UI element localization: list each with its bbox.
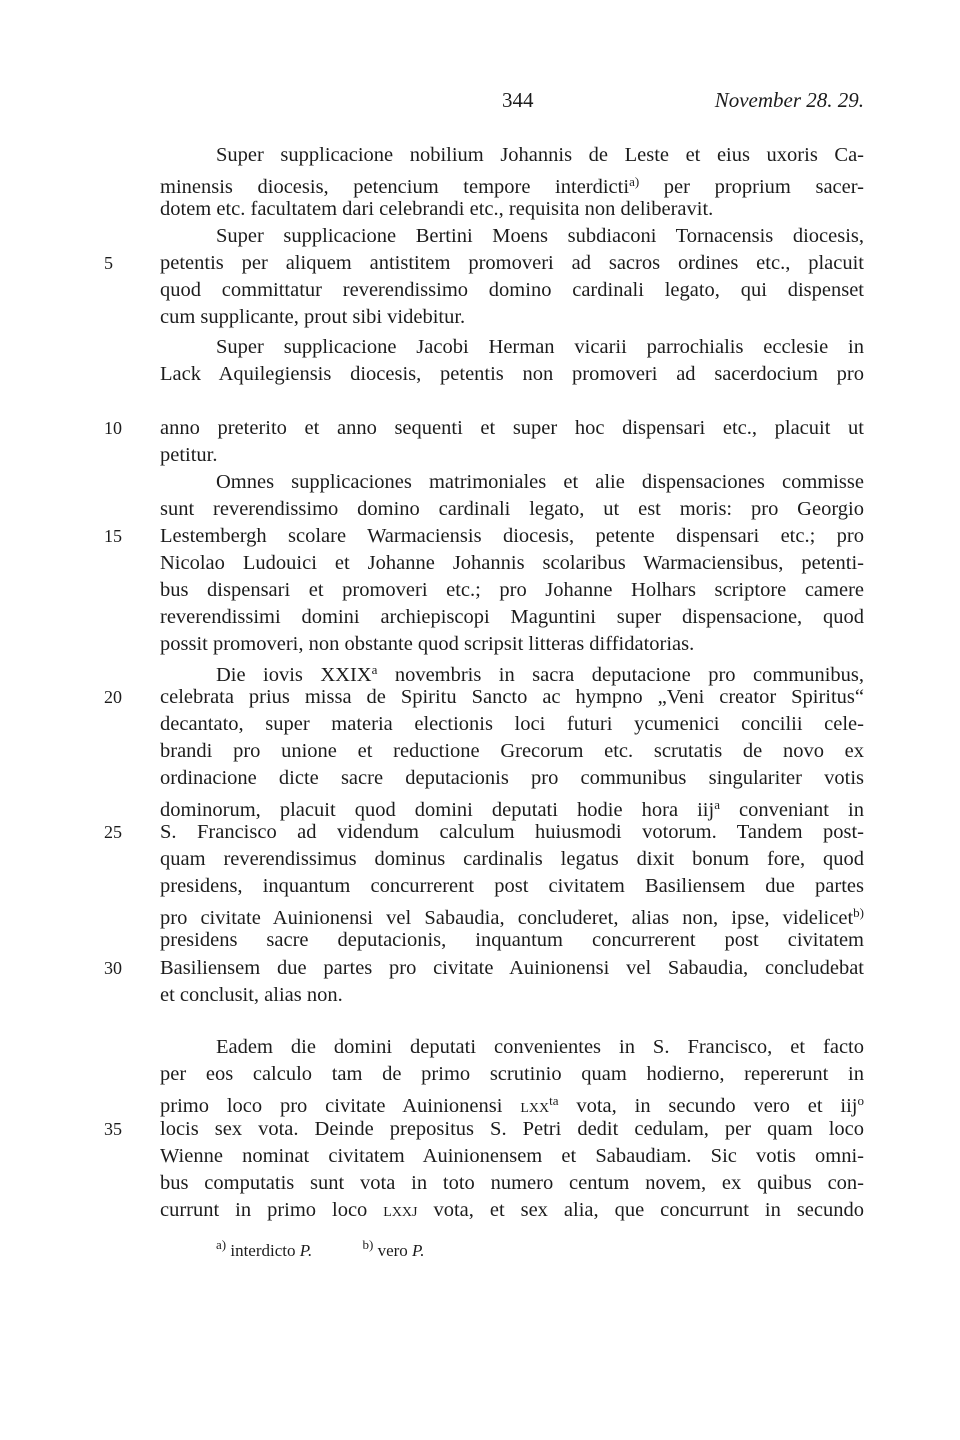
text-line: currunt in primo loco lxxj vota, et sex alia, que concurrunt in secundo [160,1199,864,1221]
line-number: 30 [104,958,122,978]
text-line: per eos calculo tam de primo scrutinio quam hodierno, repererunt in [160,1063,864,1085]
text-line: Lack Aquilegiensis diocesis, petentis non promoveri ad sacerdocium pro [160,363,864,385]
text-line: cum supplicante, prout sibi videbitur. [160,306,466,328]
footnotes [216,1232,616,1258]
text-line: Super supplicacione nobilium Johannis de Leste et eius uxoris Ca- [216,144,864,166]
text-line: dotem etc. facultatem dari celebrandi etc., requisita non deliberavit. [160,198,714,220]
footnote-marker: a) [629,174,640,189]
text-line: petentis per aliquem antistitem promoveri ad sacros ordines etc., placuit [160,252,864,274]
text-line: ordinacione dicte sacre deputacionis pro communibus singulariter votis [160,767,864,789]
text-line: presidens, inquantum concurrerent post civitatem Basiliensem due partes [160,875,864,897]
text-line: primo loco pro civitate Auinionensi lxx$^{ta}$ vota, in secundo vero et iij$^o$ [160,1093,864,1117]
text-line: possit promoveri, non obstante quod scripsit litteras diffidatorias. [160,633,695,655]
text-line: dominorum, placuit quod domini deputati hodie hora iij$^a$ conveniant in [160,797,864,821]
text-line: Die iovis XXIX$^a$ novembris in sacra deputacione pro communibus, [216,662,864,686]
text-line: Wienne nominat civitatem Auinionensem et Sabaudiam. Sic votis omni- [160,1145,864,1167]
text-line: et conclusit, alias non. [160,984,343,1006]
text-line: Basiliensem due partes pro civitate Auinionensi vel Sabaudia, concludebat [160,957,864,979]
text-line: S. Francisco ad videndum calculum huiusmodi votorum. Tandem post- [160,821,864,843]
text-line: presidens sacre deputacionis, inquantum concurrerent post civitatem [160,929,864,951]
text-line: quod committatur reverendissimo domino cardinali legato, qui dispenset [160,279,864,301]
text-line: Super supplicacione Jacobi Herman vicarii parrochialis ecclesie in [216,336,864,358]
footnote-a: $^{a)}$ interdicto P. [216,1237,313,1260]
text-line: pro civitate Auinionensi vel Sabaudia, concluderet, alias non, ipse, videlicet$^{b)}$ [160,905,864,929]
running-head: November 28. 29. [714,88,864,112]
text-line: Super supplicacione Bertini Moens subdiaconi Tornacensis diocesis, [216,225,864,247]
text-line: brandi pro unione et reductione Grecorum etc. scrutatis de novo ex [160,740,864,762]
text-line: Omnes supplicaciones matrimoniales et alie dispensaciones commisse [216,471,864,493]
line-number: 5 [104,253,113,273]
text-line: quam reverendissimus dominus cardinalis legatus dixit bonum fore, quod [160,848,864,870]
line-number: 25 [104,822,122,842]
line-number: 20 [104,687,122,707]
footnote-marker: b) [853,905,864,920]
text-line: reverendissimi domini archiepiscopi Maguntini super dispensacione, quod [160,606,864,628]
text-line: Lestembergh scolare Warmaciensis diocesis, petente dispensari etc.; pro [160,525,864,547]
footnote-b: $^{b)}$ vero P. [362,1237,425,1260]
line-number: 10 [104,418,122,438]
line-number: 15 [104,526,122,546]
line-number: 35 [104,1119,122,1139]
text-line: celebrata prius missa de Spiritu Sancto ac hympno „Veni creator Spiritus“ [160,686,864,708]
text-line: locis sex vota. Deinde prepositus S. Petri dedit cedulam, per quam loco [160,1118,864,1140]
text-line: sunt reverendissimo domino cardinali legato, ut est moris: pro Georgio [160,498,864,520]
page-header [160,88,864,120]
page-number: 344 [502,88,534,112]
text-line: Nicolao Ludouici et Johanne Johannis scolaribus Warmaciensibus, petenti- [160,552,864,574]
text-line: anno preterito et anno sequenti et super hoc dispensari etc., placuit ut [160,417,864,439]
text-line: minensis diocesis, petencium tempore interdicti$^{a)}$ per proprium sacer- [160,174,864,198]
text-line: Eadem die domini deputati convenientes in S. Francisco, et facto [216,1036,864,1058]
text-line: bus computatis sunt vota in toto numero centum novem, ex quibus con- [160,1172,864,1194]
text-line: petitur. [160,444,218,466]
text-line: decantato, super materia electionis loci futuri ycumenici concilii cele- [160,713,864,735]
text-line: bus dispensari et promoveri etc.; pro Johanne Holhars scriptore camere [160,579,864,601]
